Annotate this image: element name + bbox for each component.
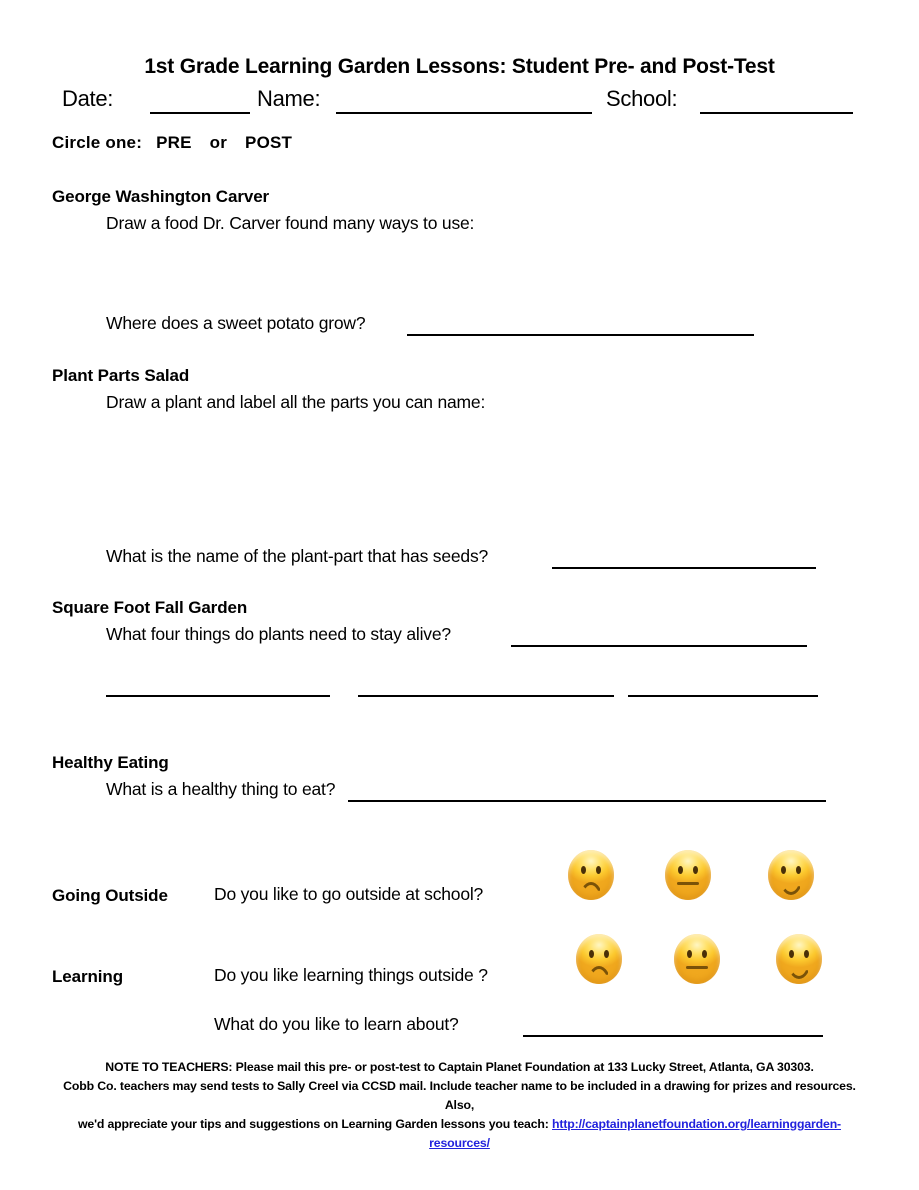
eye-right [702, 950, 707, 958]
eye-left [781, 866, 786, 874]
footer-line-3-prefix: we'd appreciate your tips and suggestions on Learning Garden lessons you teach: [77, 1117, 553, 1131]
mouth-frown [587, 966, 611, 985]
name-label: Name: [257, 86, 321, 111]
learning-garden-resources-link[interactable]: http://captainplanetfoundation.org/learninggarden-resources/ [429, 1117, 841, 1150]
neutral-face-icon-outside[interactable] [665, 850, 711, 900]
section-heading-healthy-eating: Healthy Eating [52, 753, 169, 772]
footer-line-1: NOTE TO TEACHERS: Please mail this pre- or post-test to Captain Planet Foundation at 133 Lucky Street, Atlanta, GA 30303. [105, 1060, 814, 1074]
school-label: School: [606, 86, 678, 111]
option-post[interactable]: POST [245, 133, 293, 152]
section-heading-going-outside: Going Outside [52, 886, 168, 905]
name-blank[interactable] [336, 112, 592, 114]
footer-line-3 [52, 1115, 867, 1153]
mouth-smile [779, 876, 803, 895]
section-heading-square-foot: Square Foot Fall Garden [52, 598, 248, 617]
question-draw-plant: Draw a plant and label all the parts you can name: [106, 392, 486, 412]
page-title: 1st Grade Learning Garden Lessons: Student Pre- and Post-Test [144, 55, 775, 78]
four-things-blank-1[interactable] [106, 695, 330, 697]
mouth-flat [677, 882, 699, 885]
smiling-face-icon-learning[interactable] [776, 934, 822, 984]
option-pre[interactable]: PRE [156, 133, 192, 152]
eye-left [581, 866, 586, 874]
date-blank[interactable] [150, 112, 250, 114]
footer-note [52, 1058, 867, 1153]
eye-right [596, 866, 601, 874]
frowning-face-icon-outside[interactable] [568, 850, 614, 900]
eye-right [693, 866, 698, 874]
four-things-blank-3[interactable] [628, 695, 818, 697]
eye-left [678, 866, 683, 874]
mouth-flat [686, 966, 708, 969]
frowning-face-icon-learning[interactable] [576, 934, 622, 984]
mouth-smile [787, 960, 811, 979]
circle-one-prompt: Circle one: [52, 133, 143, 152]
eye-left [589, 950, 594, 958]
mouth-frown [579, 882, 603, 901]
footer-line-2: Cobb Co. teachers may send tests to Sally Creel via CCSD mail. Include teacher name to be included in a drawing for prizes and resources. Also, [63, 1079, 856, 1112]
smiling-face-icon-outside[interactable] [768, 850, 814, 900]
section-heading-learning: Learning [52, 967, 123, 986]
four-things-blank-0[interactable] [511, 645, 807, 647]
eye-right [804, 950, 809, 958]
question-carver-draw: Draw a food Dr. Carver found many ways to use: [106, 213, 475, 233]
question-plant-part-seeds: What is the name of the plant-part that has seeds? [106, 546, 489, 566]
question-four-things: What four things do plants need to stay alive? [106, 624, 451, 644]
healthy-thing-blank[interactable] [348, 800, 826, 802]
four-things-blank-2[interactable] [358, 695, 614, 697]
circle-one-row [52, 133, 292, 153]
question-learn-about: What do you like to learn about? [214, 1014, 459, 1034]
learn-about-blank[interactable] [523, 1035, 823, 1037]
eye-right [604, 950, 609, 958]
neutral-face-icon-learning[interactable] [674, 934, 720, 984]
question-sweet-potato: Where does a sweet potato grow? [106, 313, 366, 333]
eye-left [789, 950, 794, 958]
circle-one-conjunction: or [209, 133, 228, 152]
section-heading-plant-parts: Plant Parts Salad [52, 366, 190, 385]
eye-right [796, 866, 801, 874]
eye-left [687, 950, 692, 958]
question-healthy-thing: What is a healthy thing to eat? [106, 779, 336, 799]
school-blank[interactable] [700, 112, 853, 114]
section-heading-carver: George Washington Carver [52, 187, 270, 206]
question-learning-outside: Do you like learning things outside ? [214, 965, 488, 985]
date-label: Date: [62, 86, 114, 111]
question-go-outside: Do you like to go outside at school? [214, 884, 484, 904]
sweet-potato-blank[interactable] [407, 334, 754, 336]
plant-part-seeds-blank[interactable] [552, 567, 816, 569]
